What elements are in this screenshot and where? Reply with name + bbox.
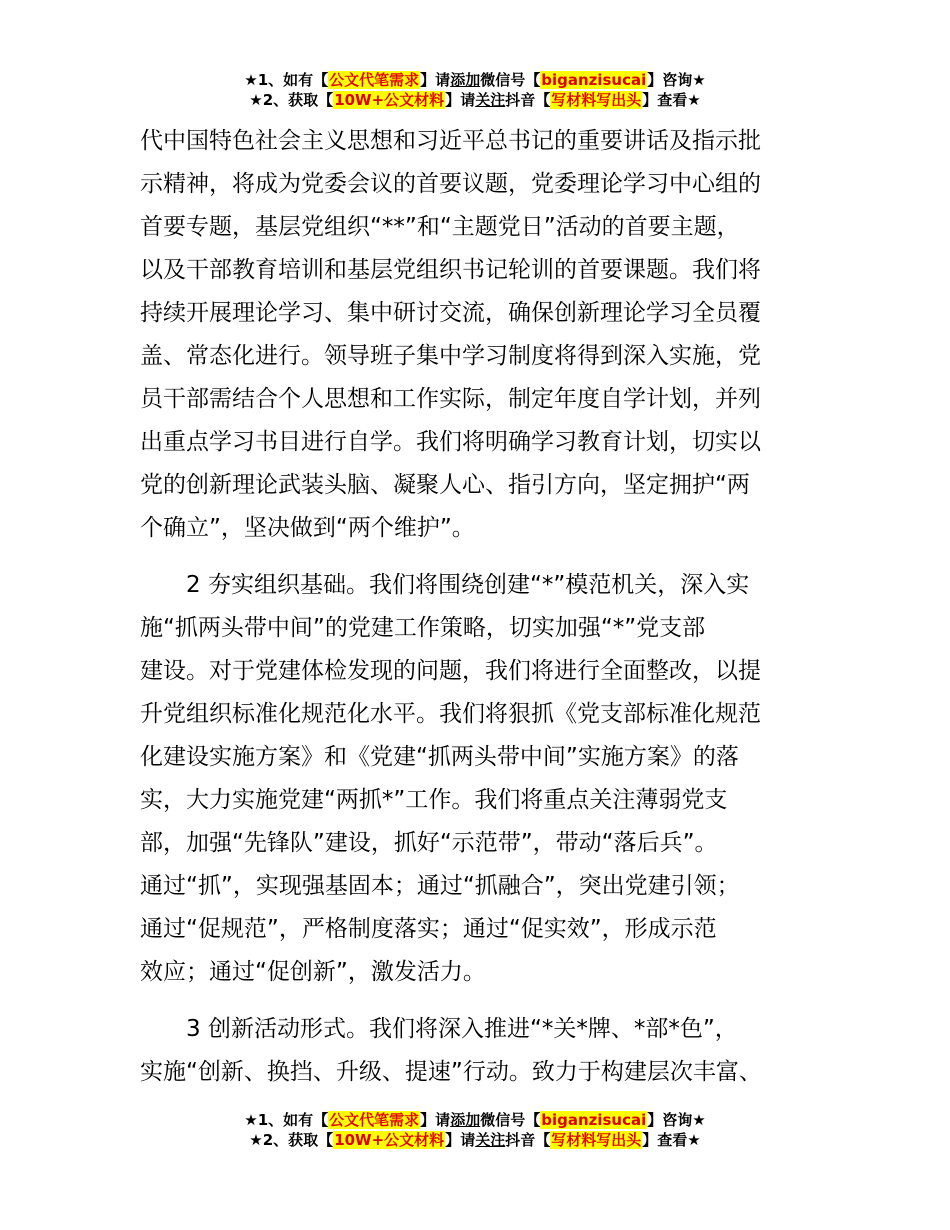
banner-text: ★1、如有【 <box>244 71 329 89</box>
body-line: 首要专题，基层党组织“**”和“主题党日”活动的首要主题， <box>140 214 740 240</box>
banner-text: 抖音【 <box>505 91 551 109</box>
banner-line-2 <box>0 90 950 110</box>
banner-text: 】咨询★ <box>647 1111 706 1129</box>
body-line: 化建设实施方案》和《党建“抓两头带中间”实施方案》的落 <box>140 744 739 770</box>
banner-text: ★1、如有【 <box>244 1111 329 1129</box>
body-line: 代中国特色社会主义思想和习近平总书记的重要讲话及指示批 <box>140 128 761 154</box>
highlight-wechat-id: biganzisucai <box>541 1111 647 1129</box>
underlined-text: 添加 <box>450 1111 481 1129</box>
body-line: 员干部需结合个人思想和工作实际，制定年度自学计划，并列 <box>140 386 761 412</box>
highlight-wechat-id: biganzisucai <box>541 71 647 89</box>
body-line: 以及干部教育培训和基层党组织书记轮训的首要课题。我们将 <box>140 257 761 283</box>
body-line: 出重点学习书目进行自学。我们将明确学习教育计划，切实以 <box>140 429 761 455</box>
banner-text: ★2、获取【 <box>249 91 334 109</box>
banner-text: 微信号【 <box>480 71 541 89</box>
document-body <box>140 120 840 1094</box>
underlined-text: 关注 <box>475 91 506 109</box>
body-line: 通过“促规范”，严格制度落实；通过“促实效”，形成示范 <box>140 916 717 942</box>
body-line: 实施“创新、换挡、升级、提速”行动。致力于构建层次丰富、 <box>140 1059 762 1085</box>
body-line: 盖、常态化进行。领导班子集中学习制度将得到深入实施，党 <box>140 343 761 369</box>
body-line: 通过“抓”，实现强基固本；通过“抓融合”，突出党建引领； <box>140 873 740 899</box>
highlight-materials: 10W+公文材料 <box>334 1131 445 1149</box>
highlight-douyin: 写材料写出头 <box>551 91 642 109</box>
banner-line-2 <box>0 1130 950 1150</box>
highlight-service: 公文代笔需求 <box>329 71 420 89</box>
banner-line-1 <box>0 70 950 90</box>
body-line: 实，大力实施党建“两抓*”工作。我们将重点关注薄弱党支 <box>140 787 728 813</box>
body-line: 示精神，将成为党委会议的首要议题，党委理论学习中心组的 <box>140 171 761 197</box>
body-line: 2 夯实组织基础。我们将围绕创建“*”模范机关，深入实 <box>140 572 750 598</box>
banner-text: 】请 <box>445 1131 476 1149</box>
underlined-text: 添加 <box>450 71 481 89</box>
body-line: 党的创新理论武装头脑、凝聚人心、指引方向，坚定拥护“两 <box>140 472 750 498</box>
banner-text: 微信号【 <box>480 1111 541 1129</box>
banner-text: 】请 <box>420 71 451 89</box>
banner-text: 】请 <box>420 1111 451 1129</box>
body-line: 个确立”，坚决做到“两个维护”。 <box>140 515 475 541</box>
body-line: 持续开展理论学习、集中研讨交流，确保创新理论学习全员覆 <box>140 300 761 326</box>
banner-text: 】咨询★ <box>647 71 706 89</box>
body-line: 3 创新活动形式。我们将深入推进“*关*牌、*部*色”， <box>140 1016 738 1042</box>
banner-text: ★2、获取【 <box>249 1131 334 1149</box>
body-line: 施“抓两头带中间”的党建工作策略，切实加强“*”党支部 <box>140 615 706 641</box>
banner-text: 】查看★ <box>642 1131 701 1149</box>
body-line: 建设。对于党建体检发现的问题，我们将进行全面整改，以提 <box>140 658 761 684</box>
underlined-text: 关注 <box>475 1131 506 1149</box>
highlight-douyin: 写材料写出头 <box>551 1131 642 1149</box>
header-banner <box>0 70 950 110</box>
footer-banner <box>0 1110 950 1150</box>
body-line: 升党组织标准化规范化水平。我们将狠抓《党支部标准化规范 <box>140 701 761 727</box>
body-line: 部，加强“先锋队”建设，抓好“示范带”，带动“落后兵”。 <box>140 830 718 856</box>
banner-text: 抖音【 <box>505 1131 551 1149</box>
body-line: 效应；通过“促创新”，激发活力。 <box>140 959 486 985</box>
highlight-materials: 10W+公文材料 <box>334 91 445 109</box>
highlight-service: 公文代笔需求 <box>329 1111 420 1129</box>
banner-text: 】查看★ <box>642 91 701 109</box>
banner-line-1 <box>0 1110 950 1130</box>
banner-text: 】请 <box>445 91 476 109</box>
